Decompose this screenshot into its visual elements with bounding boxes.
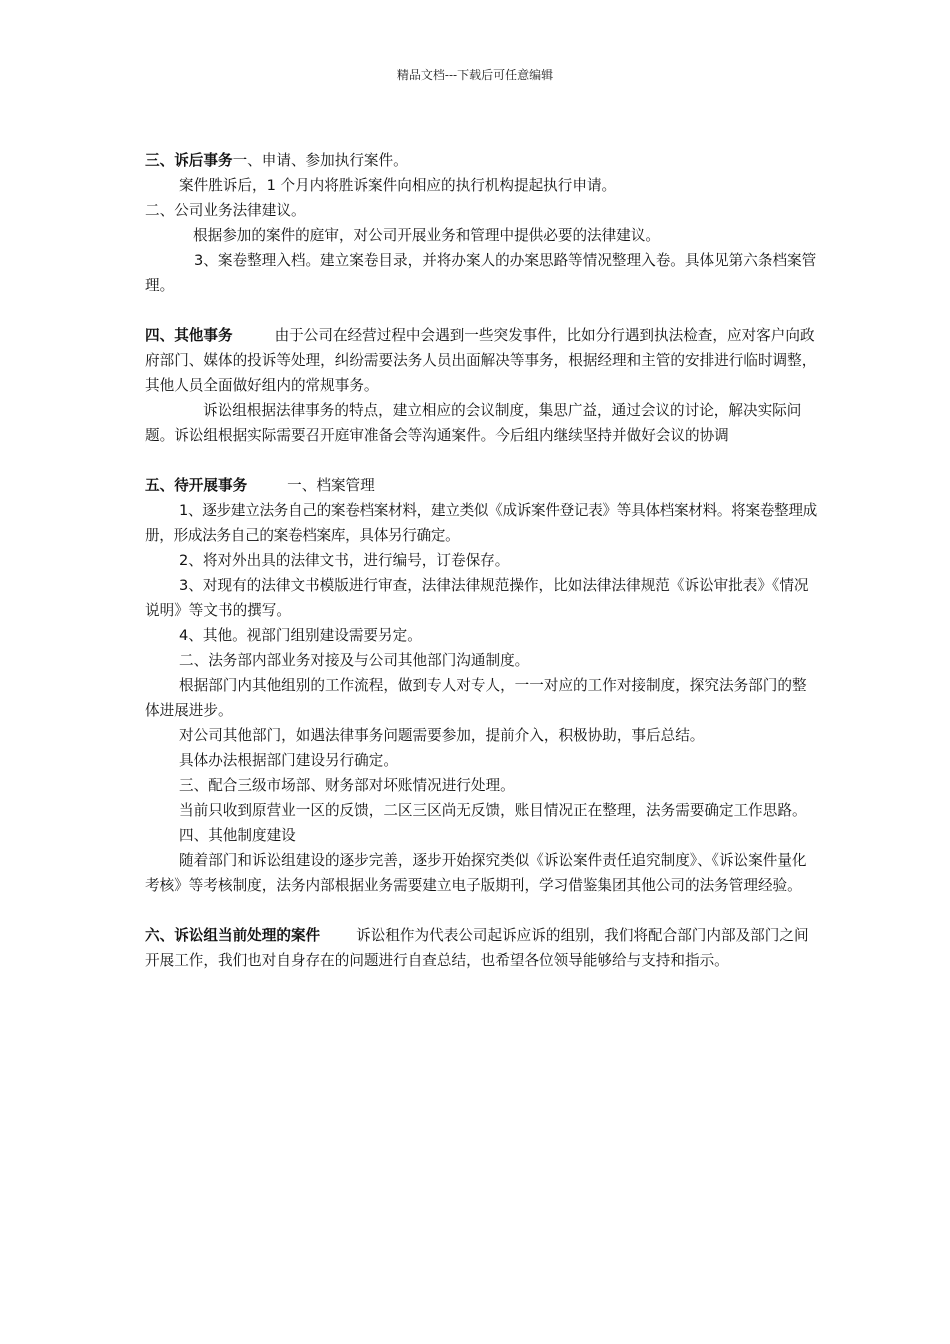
section-5-sub2: 二、法务部内部业务对接及与公司其他部门沟通制度。 xyxy=(179,652,530,669)
section-5-p2c: 具体办法根据部门建设另行确定。 xyxy=(179,752,398,769)
document-body xyxy=(145,148,817,973)
section-4-para1-wrap xyxy=(145,323,817,398)
section-5-sub1: 一、档案管理 xyxy=(287,477,375,494)
section-3-first-line xyxy=(145,148,817,173)
section-3-line1: 一、申请、参加执行案件。 xyxy=(232,152,408,169)
section-3-heading: 三、诉后事务 xyxy=(145,152,233,169)
section-5-p2a: 根据部门内其他组别的工作流程，做到专人对专人，一一对应的工作对接制度，探究法务部门的整体进展进步。 xyxy=(145,677,807,719)
section-5-first-line xyxy=(145,473,817,498)
section-6-para1: 诉讼租作为代表公司起诉应诉的组别，我们将配合部门内部及部门之间开展工作，我们也对自身存在的问题进行自查总结，也希望各位领导能够给与支持和指示。 xyxy=(145,927,809,969)
section-5-item1: 1、逐步建立法务自己的案卷档案材料，建立类似《成诉案件登记表》等具体档案材料。将案卷整理成册，形成法务自己的案卷档案库，具体另行确定。 xyxy=(145,502,817,544)
page-header: 精品文档---下载后可任意编辑 xyxy=(396,68,554,82)
section-4-para1: 由于公司在经营过程中会遇到一些突发事件，比如分行遇到执法检查，应对客户向政府部门、媒体的投诉等处理，纠纷需要法务人员出面解决等事务，根据经理和主管的安排进行临时调整，其他人员全面做好组内的常规事务。 xyxy=(145,327,817,394)
section-4-heading: 四、其他事务 xyxy=(145,327,233,344)
section-5-item4: 4、其他。视部门组别建设需要另定。 xyxy=(179,627,422,644)
section-6-wrap xyxy=(145,923,817,973)
section-4-para2: 诉讼组根据法律事务的特点，建立相应的会议制度，集思广益，通过会议的讨论，解决实际问题。诉讼组根据实际需要召开庭审准备会等沟通案件。今后组内继续坚持并做好会议的协调 xyxy=(145,402,802,444)
section-5-heading: 五、待开展事务 xyxy=(145,477,248,494)
section-5-p4a: 随着部门和诉讼组建设的逐步完善，逐步开始探究类似《诉讼案件责任追究制度》、《诉讼案件量化考核》等考核制度，法务内部根据业务需要建立电子版期刊，学习借鉴集团其他公司的法务管理经验。 xyxy=(145,852,807,894)
section-5-sub4: 四、其他制度建设 xyxy=(179,827,296,844)
section-3-line3: 二、公司业务法律建议。 xyxy=(145,202,306,219)
section-5-item3: 3、对现有的法律文书模版进行审查，法律法律规范操作，比如法律法律规范《诉讼审批表》《情况说明》等文书的撰写。 xyxy=(145,577,809,619)
section-5-sub3: 三、配合三级市场部、财务部对坏账情况进行处理。 xyxy=(179,777,515,794)
section-5-item2: 2、将对外出具的法律文书，进行编号，订卷保存。 xyxy=(179,552,510,569)
section-5-p2b: 对公司其他部门，如遇法律事务问题需要参加，提前介入，积极协助，事后总结。 xyxy=(179,727,705,744)
section-3-line4: 根据参加的案件的庭审，对公司开展业务和管理中提供必要的法律建议。 xyxy=(193,227,661,244)
section-3-line2: 案件胜诉后，1 个月内将胜诉案件向相应的执行机构提起执行申请。 xyxy=(179,177,617,194)
section-5-p3a: 当前只收到原营业一区的反馈，二区三区尚无反馈，账目情况正在整理，法务需要确定工作思路。 xyxy=(179,802,807,819)
section-3-line5: 3、案卷整理入档。建立案卷目录，并将办案人的办案思路等情况整理入卷。具体见第六条档案管理。 xyxy=(145,252,817,294)
section-6-heading: 六、诉讼组当前处理的案件 xyxy=(145,927,321,944)
